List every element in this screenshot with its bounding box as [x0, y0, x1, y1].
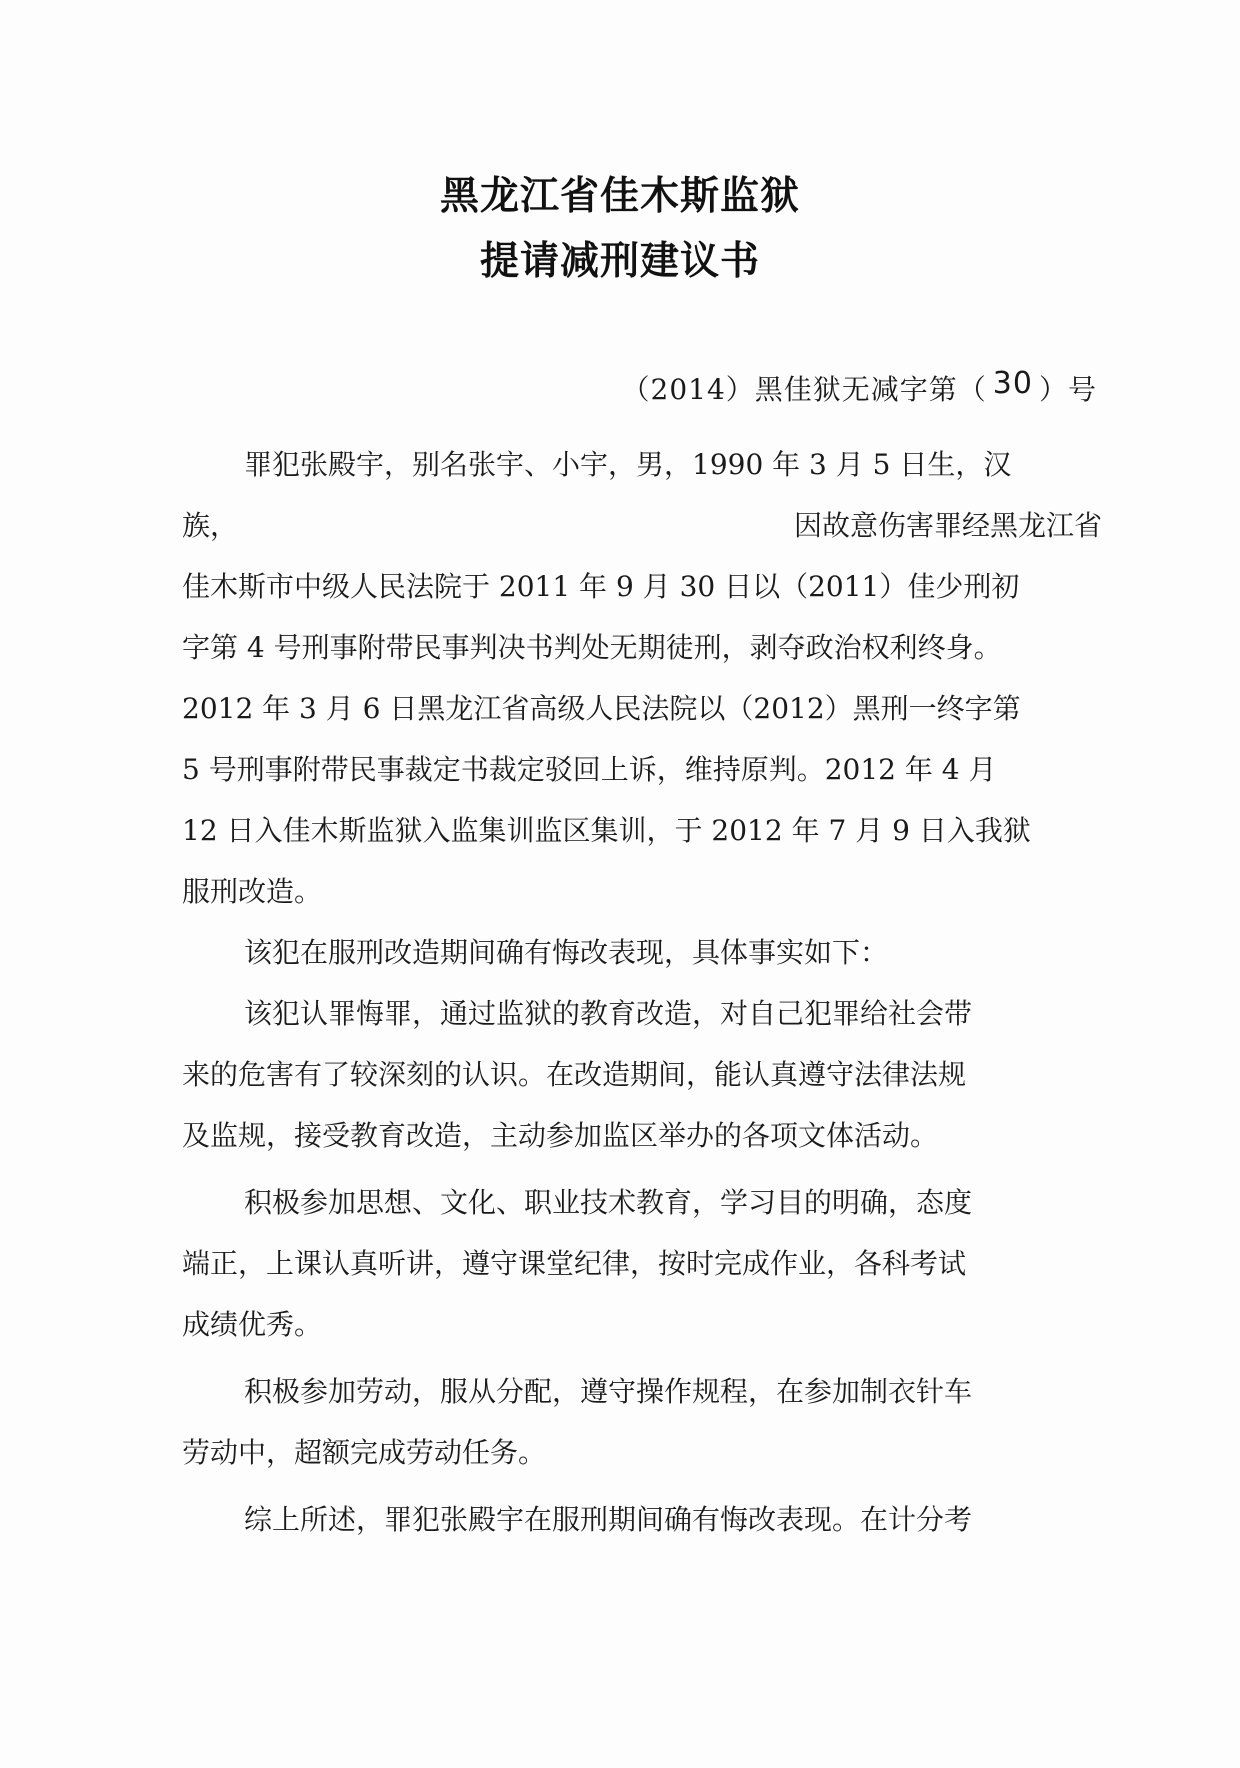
paragraph-1-line-2-right: 因故意伤害罪经黑龙江省	[793, 509, 1102, 542]
paragraph-5-line-2: 劳动中，超额完成劳动任务。	[182, 1436, 547, 1469]
paragraph-2-line-1: 该犯在服刑改造期间确有悔改表现，具体事实如下：	[244, 936, 889, 969]
paragraph-6-line-1: 综上所述，罪犯张殿宇在服刑期间确有悔改表现。在计分考	[244, 1503, 973, 1536]
paragraph-4-line-3: 成绩优秀。	[182, 1308, 323, 1341]
paragraph-1-line-6: 5 号刑事附带民事裁定书裁定驳回上诉，维持原判。2012 年 4 月	[182, 753, 997, 786]
paragraph-1-line-2	[182, 495, 1102, 556]
paragraph-1-line-8: 服刑改造。	[182, 875, 323, 908]
paragraph-1-line-7: 12 日入佳木斯监狱入监集训监区集训，于 2012 年 7 月 9 日入我狱	[182, 814, 1031, 847]
paragraph-3-line-2: 来的危害有了较深刻的认识。在改造期间，能认真遵守法律法规	[182, 1058, 967, 1091]
paragraph-3-line-3: 及监规，接受教育改造，主动参加监区举办的各项文体活动。	[182, 1119, 939, 1152]
paragraph-1-line-1: 罪犯张殿宇，别名张宇、小宇，男，1990 年 3 月 5 日生，汉	[244, 448, 1012, 481]
paragraph-5-line-1: 积极参加劳动，服从分配，遵守操作规程，在参加制衣针车	[244, 1375, 973, 1408]
paragraph-1-line-5: 2012 年 3 月 6 日黑龙江省高级人民法院以（2012）黑刑一终字第	[182, 692, 1021, 725]
document-number-suffix: ）号	[1038, 373, 1097, 406]
document-number-prefix: （2014）黑佳狱无减字第（	[621, 373, 987, 406]
document-number-value: 30	[992, 366, 1033, 401]
paragraph-1-line-4: 字第 4 号刑事附带民事判决书判处无期徒刑，剥夺政治权利终身。	[182, 631, 1002, 664]
document-body	[182, 434, 1102, 1550]
document-title-line2: 提请减刑建议书	[479, 238, 760, 284]
paragraph-1-line-2-left: 族，	[182, 509, 239, 542]
paragraph-3-line-1: 该犯认罪悔罪，通过监狱的教育改造，对自己犯罪给社会带	[244, 997, 973, 1030]
paragraph-4-line-2: 端正，上课认真听讲，遵守课堂纪律，按时完成作业，各科考试	[182, 1247, 967, 1280]
paragraph-1-line-3: 佳木斯市中级人民法院于 2011 年 9 月 30 日以（2011）佳少刑初	[182, 570, 1020, 603]
paragraph-4-line-1: 积极参加思想、文化、职业技术教育，学习目的明确，态度	[244, 1186, 973, 1219]
document-title-line1: 黑龙江省佳木斯监狱	[439, 173, 800, 219]
document-number	[622, 368, 1097, 408]
